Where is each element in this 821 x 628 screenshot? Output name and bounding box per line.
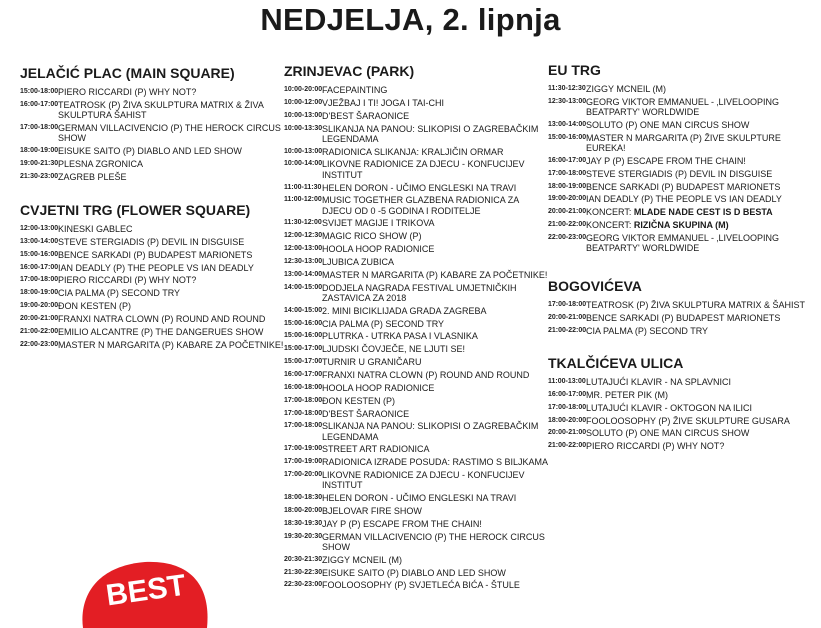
event-text: IAN DEADLY (P) THE PEOPLE VS IAN DEADLY <box>586 194 782 205</box>
event-text: SLIKANJA NA PANOU: SLIKOPISI O ZAGREBAČKIM <box>322 421 539 432</box>
event-time: 15:00-17:00 <box>284 345 323 353</box>
event-text: SOLUTO (P) ONE MAN CIRCUS SHOW <box>586 119 750 130</box>
event-text: JAY P (P) ESCAPE FROM THE CHAIN! <box>586 155 746 166</box>
event-text: ĐON KESTEN (P) <box>322 395 396 406</box>
event-text: MASTER N MARGARITA (P) KABARE ZA POČETNIKE! <box>322 269 548 280</box>
event-text: RADIONICA IZRADE POSUDA: RASTIMO S BILJKAMA <box>322 457 549 468</box>
event-text: ZAGREB PLEŠE <box>58 171 127 182</box>
event-time: 18:30-19:30 <box>284 519 323 527</box>
event-time: 16:00-18:00 <box>284 383 323 391</box>
section-title: ZRINJEVAC (PARK) <box>284 63 415 79</box>
event-text: LJUBICA ZUBICA <box>322 256 395 267</box>
event-time: 11:00-13:00 <box>548 378 586 385</box>
event-text: BEATPARTY' WORLDWIDE <box>586 107 700 118</box>
event-text: ĐON KESTEN (P) <box>58 301 132 312</box>
event-text: EISUKE SAITO (P) DIABLO AND LED SHOW <box>322 567 506 578</box>
event-text: INSTITUT <box>322 169 363 180</box>
event-time: 13:00-14:00 <box>20 237 59 245</box>
event-time: 17:00-19:00 <box>284 458 323 466</box>
event-text: GERMAN VILLACIVENCIO (P) THE HEROCK CIRCUS <box>322 531 545 542</box>
event-text: PIERO RICCARDI (P) WHY NOT? <box>586 441 725 452</box>
event-text: STEVE STERGIADIS (P) DEVIL IN DISGUISE <box>58 236 245 247</box>
event-text: FRANXI NATRA CLOWN (P) ROUND AND ROUND <box>58 313 266 324</box>
event-time: 10:00-12:00 <box>284 98 323 106</box>
event-time: 10:00-13:30 <box>284 124 323 132</box>
event-text: ZIGGY MCNEIL (M) <box>586 84 667 94</box>
event-time: 21:00-22:00 <box>20 327 59 335</box>
event-time: 17:00-18:00 <box>284 396 323 404</box>
event-time: 17:00-18:00 <box>284 409 323 417</box>
event-text: ZASTAVICA ZA 2018 <box>322 292 407 303</box>
event-time: 17:00-18:00 <box>548 169 587 177</box>
event-text <box>586 220 729 230</box>
event-time: 15:00-16:00 <box>284 319 323 327</box>
event-time: 16:00-17:00 <box>548 156 587 164</box>
event-time: 16:00-17:00 <box>284 370 323 378</box>
event-text: RADIONICA SLIKANJA: KRALJIČIN ORMAR <box>322 146 504 157</box>
event-time: 11:30-12:00 <box>284 219 322 227</box>
event-time: 11:30-12:30 <box>548 85 586 92</box>
event-text: SKULPTURA ŠAHIST <box>58 110 147 121</box>
event-text: JAY P (P) ESCAPE FROM THE CHAIN! <box>322 518 482 529</box>
event-text: LUTAJUĆI KLAVIR - OKTOGON NA ILICI <box>586 402 753 413</box>
event-text: STREET ART RADIONICA <box>322 444 430 455</box>
event-text: ZIGGY MCNEIL (M) <box>322 554 403 565</box>
event-time: 18:00-19:00 <box>548 182 587 190</box>
event-time: 18:00-19:00 <box>20 289 59 297</box>
section-title: CVJETNI TRG (FLOWER SQUARE) <box>20 202 251 218</box>
event-time: 20:30-21:30 <box>284 555 323 563</box>
event-text: STEVE STERGIADIS (P) DEVIL IN DISGUISE <box>586 168 773 179</box>
section-title: EU TRG <box>548 62 601 78</box>
event-text: IAN DEADLY (P) THE PEOPLE VS IAN DEADLY <box>58 262 254 273</box>
event-text: SVIJET MAGIJE I TRIKOVA <box>322 218 435 229</box>
event-text-highlight: RIZIČNA SKUPINA (M) <box>633 220 729 231</box>
event-time: 18:00-20:00 <box>548 416 587 424</box>
event-text-prefix: KONCERT: <box>586 207 634 218</box>
event-time: 18:00-18:30 <box>284 494 323 502</box>
event-text: LEGENDAMA <box>322 133 379 144</box>
event-text: 2. MINI BICIKLIJADA GRADA ZAGREBA <box>322 305 487 316</box>
event-time: 20:00-21:00 <box>548 208 587 216</box>
event-text: LEGENDAMA <box>322 431 379 442</box>
event-text: TEATROSK (P) ŽIVA SKULPTURA MATRIX & ŽIVA <box>58 99 264 110</box>
event-time: 17:00-18:00 <box>20 123 59 131</box>
event-text: HELEN DORON - UČIMO ENGLESKI NA TRAVI <box>322 182 517 193</box>
event-time: 19:00-20:00 <box>548 195 587 203</box>
logo-text: BEST <box>104 568 188 613</box>
event-time: 22:30-23:00 <box>284 581 323 589</box>
event-text: FACEPAINTING <box>322 85 388 95</box>
event-text: SHOW <box>322 541 350 552</box>
event-text: FOOLOOSOPHY (P) SVJETLEĆA BIĆA - ŠTULE <box>322 580 520 591</box>
event-time: 10:00-20:00 <box>284 86 323 93</box>
event-time: 16:00-17:00 <box>20 263 59 271</box>
section-title: TKALČIĆEVA ULICA <box>548 355 684 371</box>
event-time: 19:30-20:30 <box>284 532 323 540</box>
event-time: 17:00-18:00 <box>20 276 59 284</box>
event-time: 21:00-22:00 <box>548 326 587 334</box>
event-time: 10:00-14:00 <box>284 160 323 168</box>
event-time: 21:00-22:00 <box>548 442 587 450</box>
event-time: 18:00-20:00 <box>284 507 323 514</box>
event-time: 19:00-21:30 <box>20 159 59 167</box>
event-time: 17:00-20:00 <box>284 471 323 479</box>
event-text: LJUDSKI ČOVJEČE, NE LJUTI SE! <box>322 344 466 355</box>
event-time: 13:00-14:00 <box>284 270 323 278</box>
event-text: HOOLA HOOP RADIONICE <box>322 244 435 255</box>
event-text: HOOLA HOOP RADIONICE <box>322 382 435 393</box>
event-text: HELEN DORON - UČIMO ENGLESKI NA TRAVI <box>322 493 517 504</box>
event-time: 11:00-11:30 <box>284 183 322 191</box>
event-time: 17:00-19:00 <box>284 445 323 453</box>
event-text: LUTAJUĆI KLAVIR - NA SPLAVNICI <box>586 377 732 387</box>
event-text: MUSIC TOGETHER GLAZBENA RADIONICA ZA <box>322 195 520 206</box>
event-text: LIKOVNE RADIONICE ZA DJECU - KONFUCIJEV <box>322 159 525 170</box>
event-text: PIERO RICCARDI (P) WHY NOT? <box>58 87 197 97</box>
event-time: 22:00-23:00 <box>548 233 587 241</box>
event-text: D'BEST ŠARAONICE <box>322 408 410 419</box>
event-time: 15:00-16:00 <box>284 332 323 340</box>
event-text: KINESKI GABLEC <box>58 224 133 234</box>
event-time: 16:00-17:00 <box>20 100 59 108</box>
event-text: SHOW <box>58 133 86 144</box>
event-time: 16:00-17:00 <box>548 390 587 398</box>
event-time: 21:30-23:00 <box>20 172 59 180</box>
event-text: BJELOVAR FIRE SHOW <box>322 506 422 516</box>
event-time: 17:00-18:00 <box>548 301 587 308</box>
best-logo <box>75 558 215 628</box>
event-text: FRANXI NATRA CLOWN (P) ROUND AND ROUND <box>322 369 530 380</box>
event-time: 17:00-18:00 <box>548 403 587 411</box>
event-text: EISUKE SAITO (P) DIABLO AND LED SHOW <box>58 145 242 156</box>
event-time: 15:00-18:00 <box>20 88 59 95</box>
event-text: CIA PALMA (P) SECOND TRY <box>322 318 445 329</box>
event-time: 22:00-23:00 <box>20 340 59 348</box>
event-text: GEORG VIKTOR EMMANUEL - ‚LIVELOOPING <box>586 96 780 107</box>
event-time: 14:00-15:00 <box>284 283 323 291</box>
event-text: PLUTRKA - UTRKA PASA I VLASNIKA <box>322 331 478 342</box>
event-text: CIA PALMA (P) SECOND TRY <box>58 288 181 299</box>
event-text: DJECU OD 0 -5 GODINA I RODITELJE <box>322 205 481 216</box>
event-text: PIERO RICCARDI (P) WHY NOT? <box>58 275 197 286</box>
event-text: TURNIR U GRANIČARU <box>322 357 422 368</box>
event-text: TEATROSK (P) ŽIVA SKULPTURA MATRIX & ŠAHIST <box>586 300 806 310</box>
event-text: SLIKANJA NA PANOU: SLIKOPISI O ZAGREBAČKIM <box>322 123 539 134</box>
event-time: 13:00-14:00 <box>548 120 587 128</box>
event-text: VJEŽBAJ I TI! JOGA I TAI-CHI <box>322 97 445 108</box>
event-text-prefix: KONCERT: <box>586 220 634 231</box>
event-time: 12:00-12:30 <box>284 232 323 240</box>
event-text: LIKOVNE RADIONICE ZA DJECU - KONFUCIJEV <box>322 470 525 481</box>
event-text: BEATPARTY' WORLDWIDE <box>586 243 700 254</box>
event-time: 21:30-22:30 <box>284 568 323 576</box>
event-text: BENCE SARKADI (P) BUDAPEST MARIONETS <box>58 249 253 260</box>
event-time: 10:00-13:00 <box>284 147 323 155</box>
event-time: 12:00-13:00 <box>20 225 59 232</box>
event-text: MAGIC RICO SHOW (P) <box>322 231 422 242</box>
event-time: 20:00-21:00 <box>20 314 59 322</box>
event-time: 19:00-20:00 <box>20 302 59 310</box>
section-title: BOGOVIĆEVA <box>548 278 642 294</box>
event-text-highlight: MLADE NADE CEST IS D BESTA <box>633 207 773 218</box>
event-time: 20:00-21:00 <box>548 313 587 321</box>
event-text <box>586 207 773 217</box>
event-time: 20:00-21:00 <box>548 429 587 437</box>
event-time: 10:00-13:00 <box>284 111 323 119</box>
event-time: 15:00-16:00 <box>548 133 587 141</box>
event-text: FOOLOOSOPHY (P) ŽIVE SKULPTURE GUSARA <box>586 415 790 426</box>
event-text: INSTITUT <box>322 480 363 491</box>
event-time: 12:30-13:00 <box>548 97 587 105</box>
event-time: 12:30-13:00 <box>284 257 323 265</box>
event-text: BENCE SARKADI (P) BUDAPEST MARIONETS <box>586 312 781 323</box>
event-text: BENCE SARKADI (P) BUDAPEST MARIONETS <box>586 181 781 192</box>
page-title: NEDJELJA, 2. lipnja <box>260 2 561 37</box>
event-time: 15:00-17:00 <box>284 358 323 366</box>
event-time: 12:00-13:00 <box>284 245 323 253</box>
event-text: PLESNA ZGRONICA <box>58 158 144 169</box>
event-text: SOLUTO (P) ONE MAN CIRCUS SHOW <box>586 428 750 439</box>
event-text: D'BEST ŠARAONICE <box>322 110 410 121</box>
event-text: GERMAN VILLACIVENCIO (P) THE HEROCK CIRCUS <box>58 122 281 133</box>
event-time: 14:00-15:00 <box>284 306 323 314</box>
event-time: 11:00-12:00 <box>284 196 322 204</box>
event-text: EUREKA! <box>586 142 626 153</box>
event-time: 17:00-18:00 <box>284 422 323 430</box>
event-time: 15:00-16:00 <box>20 250 59 258</box>
event-text: DODJELA NAGRADA FESTIVAL UMJETNIČKIH <box>322 282 517 293</box>
section-title: JELAČIĆ PLAC (MAIN SQUARE) <box>20 65 235 81</box>
event-text: GEORG VIKTOR EMMANUEL - ‚LIVELOOPING <box>586 232 780 243</box>
event-text: CIA PALMA (P) SECOND TRY <box>586 325 709 336</box>
event-text: MASTER N MARGARITA (P) ŽIVE SKULPTURE <box>586 132 781 143</box>
event-text: MASTER N MARGARITA (P) KABARE ZA POČETNIKE! <box>58 339 284 350</box>
event-time: 21:00-22:00 <box>548 221 587 229</box>
event-text: EMILIO ALCANTRE (P) THE DANGERUES SHOW <box>58 326 264 337</box>
event-text: MR. PETER PIK (M) <box>586 389 669 400</box>
event-time: 18:00-19:00 <box>20 146 59 154</box>
